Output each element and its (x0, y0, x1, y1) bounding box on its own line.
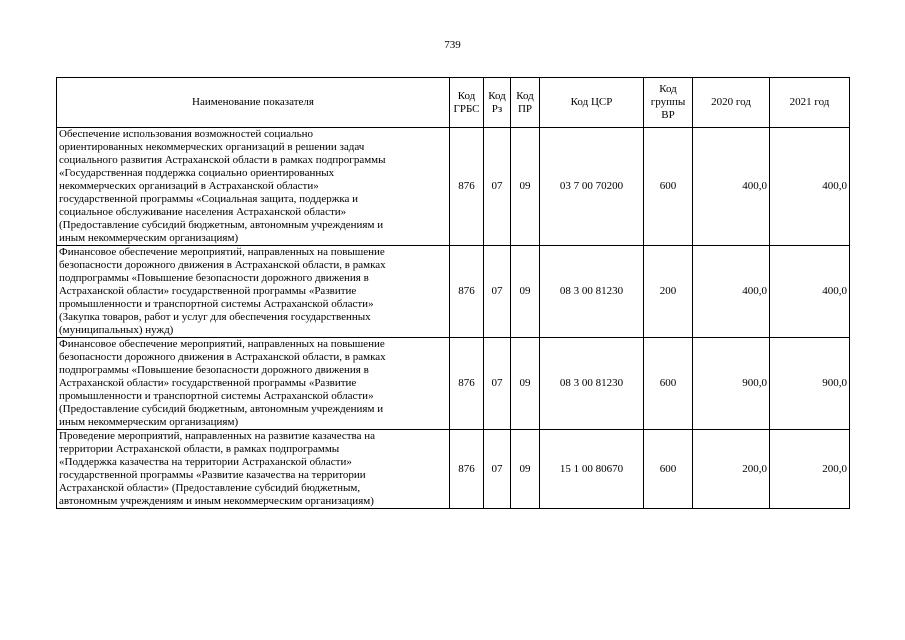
rz-code: 07 (484, 430, 511, 509)
csr-code: 08 3 00 81230 (540, 246, 644, 338)
grbs-code: 876 (450, 246, 484, 338)
grbs-code: 876 (450, 128, 484, 246)
indicator-name: Обеспечение использования возможностей социально ориентированных некоммерческих организаций в решении задач социального развития Астраханской области в рамках подпрограммы «Государственная поддержка социально ориентированных некоммерческих организаций в Астраханской области» государственной программы «Социальная защита, поддержка и социальное обслуживание населения Астраханской области» (Предоставление субсидий бюджетным, автономным учреждениям и иным некоммерческим организациям) (57, 128, 450, 246)
header-2020: 2020 год (693, 78, 770, 128)
vr-code: 600 (644, 128, 693, 246)
pr-code: 09 (511, 128, 540, 246)
amount-2020: 900,0 (693, 338, 770, 430)
budget-table (56, 77, 850, 509)
header-vr: Код группы ВР (644, 78, 693, 128)
vr-code: 600 (644, 430, 693, 509)
indicator-name: Проведение мероприятий, направленных на развитие казачества на территории Астраханской области, в рамках подпрограммы «Поддержка казачества на территории Астраханской области» государственной программы «Развитие казачества на территории Астраханской области» (Предоставление субсидий бюджетным, автономным учреждениям и иным некоммерческим организациям) (57, 430, 450, 509)
header-2021: 2021 год (770, 78, 850, 128)
csr-code: 03 7 00 70200 (540, 128, 644, 246)
header-csr: Код ЦСР (540, 78, 644, 128)
table-row (57, 128, 850, 246)
amount-2020: 400,0 (693, 128, 770, 246)
amount-2020: 200,0 (693, 430, 770, 509)
amount-2021: 400,0 (770, 128, 850, 246)
rz-code: 07 (484, 246, 511, 338)
csr-code: 08 3 00 81230 (540, 338, 644, 430)
amount-2021: 900,0 (770, 338, 850, 430)
pr-code: 09 (511, 338, 540, 430)
table-row (57, 430, 850, 509)
table-row (57, 338, 850, 430)
header-grbs: Код ГРБС (450, 78, 484, 128)
vr-code: 200 (644, 246, 693, 338)
grbs-code: 876 (450, 338, 484, 430)
indicator-name: Финансовое обеспечение мероприятий, направленных на повышение безопасности дорожного движения в Астраханской области, в рамках подпрограммы «Повышение безопасности дорожного движения в Астраханской области» государственной программы «Развитие промышленности и транспортной системы Астраханской области» (Предоставление субсидий бюджетным, автономным учреждениям и иным некоммерческим организациям) (57, 338, 450, 430)
rz-code: 07 (484, 128, 511, 246)
pr-code: 09 (511, 430, 540, 509)
amount-2021: 200,0 (770, 430, 850, 509)
header-rz: Код Рз (484, 78, 511, 128)
pr-code: 09 (511, 246, 540, 338)
csr-code: 15 1 00 80670 (540, 430, 644, 509)
table-header-row (57, 78, 850, 128)
amount-2021: 400,0 (770, 246, 850, 338)
amount-2020: 400,0 (693, 246, 770, 338)
table-row (57, 246, 850, 338)
indicator-name: Финансовое обеспечение мероприятий, направленных на повышение безопасности дорожного движения в Астраханской области, в рамках подпрограммы «Повышение безопасности дорожного движения в Астраханской области» государственной программы «Развитие промышленности и транспортной системы Астраханской области» (Закупка товаров, работ и услуг для обеспечения государственных (муниципальных) нужд) (57, 246, 450, 338)
page-number: 739 (444, 39, 461, 51)
rz-code: 07 (484, 338, 511, 430)
vr-code: 600 (644, 338, 693, 430)
header-pr: Код ПР (511, 78, 540, 128)
header-name: Наименование показателя (57, 78, 450, 128)
grbs-code: 876 (450, 430, 484, 509)
